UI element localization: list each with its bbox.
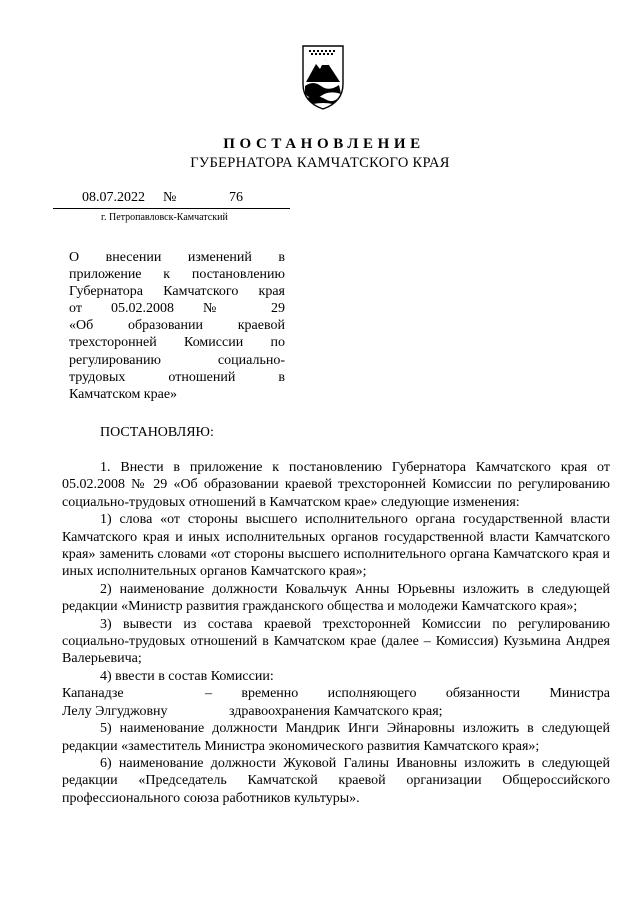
subject-line: приложение к постановлению bbox=[69, 267, 285, 283]
paragraph-5: 4) ввести в состав Комиссии: bbox=[100, 668, 274, 684]
member-row bbox=[62, 703, 610, 720]
document-date: 08.07.2022 bbox=[82, 190, 145, 205]
subject-line: «Об образовании краевой bbox=[69, 318, 285, 334]
paragraph-3: 2) наименование должности Ковальчук Анны Юрьевны изложить в следующей редакции «Министр развития гражданского общества и молодежи Камчатского края»; bbox=[62, 581, 610, 615]
paragraph-1: 1. Внести в приложение к постановлению Губернатора Камчатского края от 05.02.2008 № 29 «Об образовании краевой трехсторонней Комиссии по регулированию социально-трудовых отношений в Камчатском крае» следующие изменения: bbox=[62, 460, 610, 510]
subject-line: от 05.02.2008 № 29 bbox=[69, 301, 285, 317]
member-role-line-1: – временно исполняющего обязанности Министра bbox=[205, 686, 610, 702]
paragraph-7: 6) наименование должности Жуковой Галины Ивановны изложить в следующей редакции «Председатель Камчатской краевой организации Общероссийского профессионального союза работников культуры». bbox=[62, 755, 610, 806]
member-row bbox=[62, 685, 610, 702]
document-city: г. Петропавловск-Камчатский bbox=[101, 212, 228, 223]
paragraph-2: 1) слова «от стороны высшего исполнительного органа государственной власти Камчатского края и иных исполнительных органов государственной власти Камчатского края» заменить словами «от стороны высшего исполнительного органа Камчатского края и иных исполнительных органов Камчатского края»; bbox=[62, 512, 610, 580]
paragraph-4: 3) вывести из состава краевой трехсторонней Комиссии по регулированию социально-трудовых отношений в Камчатском крае (далее – Комиссия) Кузьмина Андрея Валерьевича; bbox=[62, 616, 610, 667]
document-body bbox=[62, 459, 610, 807]
member-surname: Капанадзе bbox=[62, 686, 124, 702]
member-role-line-2: здравоохранения Камчатского края; bbox=[229, 703, 443, 719]
subject-line: Камчатском крае» bbox=[69, 386, 178, 402]
coat-of-arms-icon bbox=[299, 42, 347, 112]
decree-word: ПОСТАНОВЛЯЮ: bbox=[100, 425, 214, 440]
subject-line: регулированию социально- bbox=[69, 352, 285, 368]
document-subtitle: ГУБЕРНАТОРА КАМЧАТСКОГО КРАЯ bbox=[190, 155, 450, 171]
paragraph-6: 5) наименование должности Мандрик Инги Эйнаровны изложить в следующей редакции «заместитель Министра экономического развития Камчатского края»; bbox=[62, 721, 610, 754]
date-underline bbox=[53, 208, 290, 209]
subject-line: Губернатора Камчатского края bbox=[69, 284, 285, 300]
subject-line: трехсторонней Комиссии по bbox=[69, 335, 285, 351]
document-subject bbox=[69, 249, 285, 403]
subject-line: трудовых отношений в bbox=[69, 369, 285, 385]
document-title: ПОСТАНОВЛЕНИЕ bbox=[223, 136, 425, 152]
number-sign: № bbox=[163, 190, 177, 205]
subject-line: О внесении изменений в bbox=[69, 250, 285, 265]
member-given-name: Лелу Элгуджовну bbox=[62, 703, 168, 719]
document-number: 76 bbox=[229, 190, 243, 205]
